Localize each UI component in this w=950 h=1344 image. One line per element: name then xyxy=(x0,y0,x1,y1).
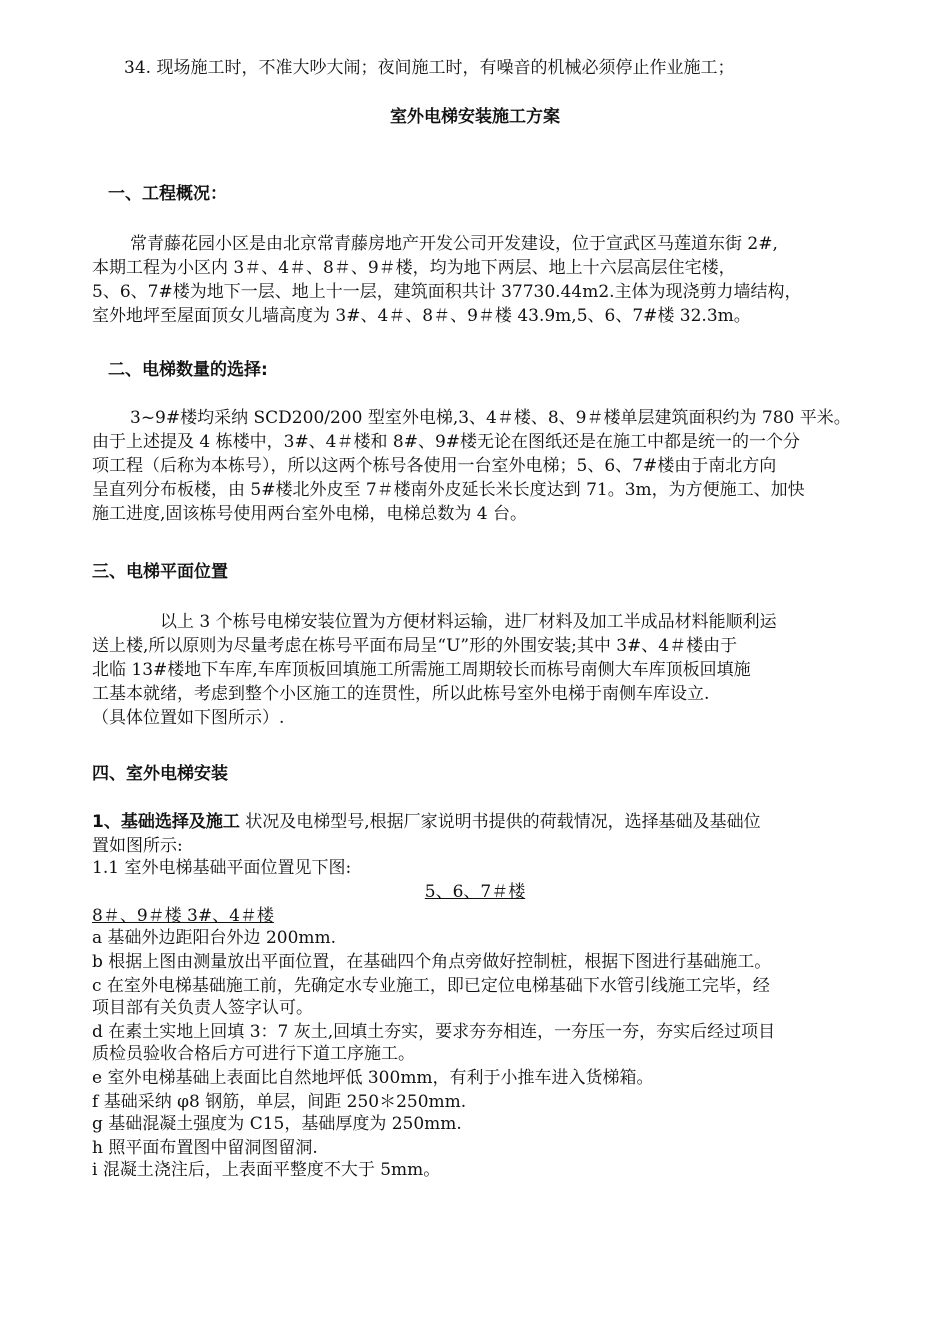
section-heading-installation: 四、室外电梯安装 xyxy=(92,764,228,784)
foundation-item-g: g 基础混凝土强度为 C15，基础厚度为 250mm. xyxy=(92,1114,462,1134)
foundation-lead-line-2: 置如图所示: xyxy=(92,836,183,856)
document-title: 室外电梯安装施工方案 xyxy=(390,107,560,127)
section-heading-quantity: 二、电梯数量的选择: xyxy=(108,360,268,380)
position-line-3: 北临 13#楼地下车库,车库顶板回填施工所需施工周期较长而栋号南侧大车库顶板回填施 xyxy=(92,660,751,680)
overview-line-1: 常青藤花园小区是由北京常青藤房地产开发公司开发建设，位于宣武区马莲道东街 2#, xyxy=(130,234,778,254)
foundation-lead-rest: 状况及电梯型号,根据厂家说明书提供的荷载情况，选择基础及基础位 xyxy=(239,812,761,832)
figure-label-center-text: 5、6、7＃楼 xyxy=(424,882,526,902)
foundation-item-c: c 在室外电梯基础施工前，先确定水专业施工，即已定位电梯基础下水管引线施工完毕，经 xyxy=(92,976,770,996)
quantity-line-4: 呈直列分布板楼，由 5#楼北外皮至 7＃楼南外皮延长米长度达到 71。3m，为方便施工、加快 xyxy=(92,480,805,500)
quantity-line-5: 施工进度,固该栋号使用两台室外电梯，电梯总数为 4 台。 xyxy=(92,504,528,524)
foundation-item-d: d 在素土实地上回填 3：7 灰土,回填土夯实，要求夯夯相连，一夯压一夯，夯实后经过项目 xyxy=(92,1022,776,1042)
quantity-line-3: 项工程（后称为本栋号），所以这两个栋号各使用一台室外电梯；5、6、7#楼由于南北方向 xyxy=(92,456,777,476)
figure-label-center xyxy=(0,880,950,904)
position-line-2: 送上楼,所以原则为尽量考虑在栋号平面布局呈“U”形的外围安装;其中 3#、4＃楼由于 xyxy=(92,636,738,656)
section-heading-position: 三、电梯平面位置 xyxy=(92,562,228,582)
foundation-lead-line xyxy=(92,810,761,834)
foundation-lead-bold: 1、基础选择及施工 xyxy=(92,812,240,832)
foundation-sub-heading: 1.1 室外电梯基础平面位置见下图: xyxy=(92,858,352,878)
figure-label-left: 8＃、9＃楼 3#、4＃楼 xyxy=(92,906,274,926)
position-line-5: （具体位置如下图所示）. xyxy=(92,708,285,728)
foundation-item-a: a 基础外边距阳台外边 200mm. xyxy=(92,928,337,948)
overview-line-4: 室外地坪至屋面顶女儿墙高度为 3#、4＃、8＃、9＃楼 43.9m,5、6、7#楼 32.3m。 xyxy=(92,306,751,326)
position-line-4: 工基本就绪，考虑到整个小区施工的连贯性，所以此栋号室外电梯于南侧车库设立. xyxy=(92,684,710,704)
intro-line: 34. 现场施工时，不准大吵大闹；夜间施工时，有噪音的机械必须停止作业施工； xyxy=(124,58,735,78)
section-heading-overview: 一、工程概况： xyxy=(108,184,227,204)
foundation-item-f: f 基础采纳 φ8 钢筋，单层，间距 250＊250mm. xyxy=(92,1092,467,1112)
foundation-item-c-cont: 项目部有关负责人签字认可。 xyxy=(92,998,313,1018)
foundation-item-e: e 室外电梯基础上表面比自然地坪低 300mm，有利于小推车进入货梯箱。 xyxy=(92,1068,654,1088)
foundation-item-b: b 根据上图由测量放出平面位置，在基础四个角点旁做好控制桩，根据下图进行基础施工。 xyxy=(92,952,772,972)
foundation-item-h: h 照平面布置图中留洞图留洞. xyxy=(92,1138,318,1158)
quantity-line-2: 由于上述提及 4 栋楼中，3#、4＃楼和 8#、9#楼无论在图纸还是在施工中都是统一的一个分 xyxy=(92,432,801,452)
quantity-line-1: 3~9#楼均采纳 SCD200/200 型室外电梯,3、4＃楼、8、9＃楼单层建筑面积约为 780 平米。 xyxy=(130,408,851,428)
foundation-item-d-cont: 质检员验收合格后方可进行下道工序施工。 xyxy=(92,1044,415,1064)
overview-line-3: 5、6、7#楼为地下一层、地上十一层，建筑面积共计 37730.44m2.主体为现浇剪力墙结构， xyxy=(92,282,802,302)
foundation-item-i: i 混凝土浇注后，上表面平整度不大于 5mm。 xyxy=(92,1160,441,1180)
position-line-1: 以上 3 个栋号电梯安装位置为方便材料运输，进厂材料及加工半成品材料能顺利运 xyxy=(160,612,777,632)
overview-line-2: 本期工程为小区内 3＃、4＃、8＃、9＃楼，均为地下两层、地上十六层高层住宅楼， xyxy=(92,258,736,278)
